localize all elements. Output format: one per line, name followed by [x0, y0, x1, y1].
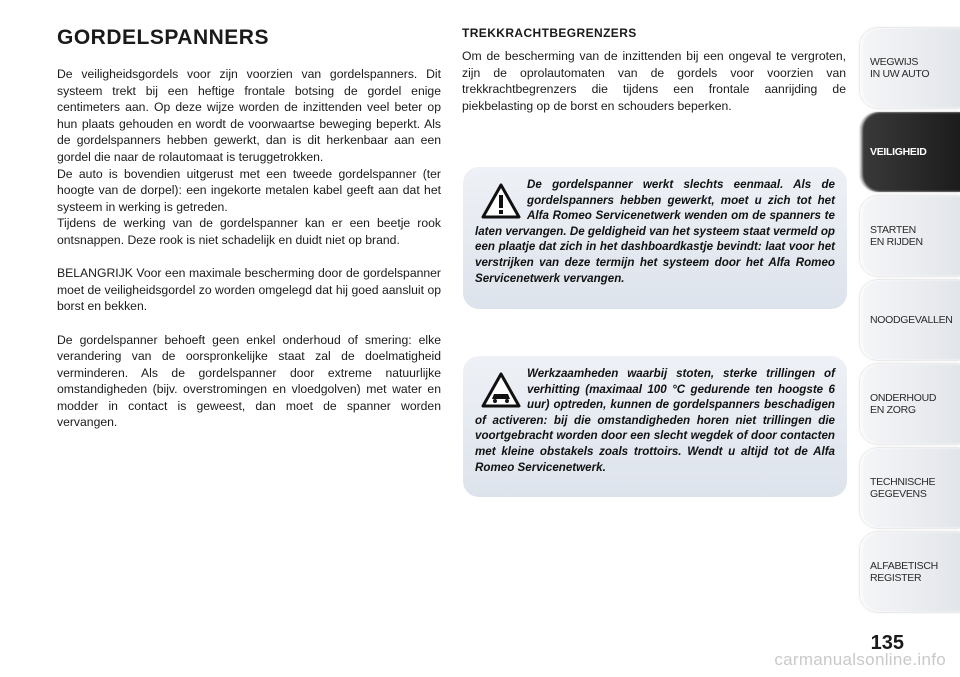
paragraph: Tijdens de werking van de gordelspanner kan er een beetje rook ontsnappen. Deze rook is niet schadelijk en duidt niet op brand.: [57, 216, 441, 247]
tab-veiligheid[interactable]: [860, 112, 960, 192]
paragraph: De auto is bovendien uitgerust met een tweede gordelspanner (ter hoogte van de dorpel): een ingekorte metalen kabel geeft aan dat het systeem in werking is getreden.: [57, 166, 441, 214]
section-heading: TREKKRACHTBEGRENZERS: [462, 26, 637, 40]
paragraph: De veiligheidsgordels voor zijn voorzien van gordelspanners. Dit systeem trekt bij een heftige frontale botsing de gordel enige centimeters aan. Op deze wijze worden de inzittenden veel beter op hun plaats gehouden en wordt de voorwaartse beweging beperkt. Als de gordelspanners hebben gewerkt, dan is dit herkenbaar aan een gordel die naar de rolautomaat is teruggetrokken.: [57, 67, 441, 164]
tab-technische[interactable]: [860, 448, 960, 528]
tab-label: ALFABETISCH REGISTER: [870, 560, 938, 584]
warning-box-2: [463, 356, 847, 497]
paragraph-important: BELANGRIJK Voor een maximale bescherming door de gordelspanner moet de veiligheidsgordel zo worden omgelegd dat hij goed aansluit op borst en bekken.: [57, 266, 441, 314]
left-column: [57, 26, 441, 431]
warning-triangle-icon: [475, 177, 527, 223]
tab-noodgevallen[interactable]: [860, 280, 960, 360]
tab-label: TECHNISCHE GEGEVENS: [870, 476, 936, 500]
page-title: GORDELSPANNERS: [57, 26, 269, 49]
tab-wegwijs[interactable]: [860, 28, 960, 108]
tab-onderhoud[interactable]: [860, 364, 960, 444]
tab-label: VEILIGHEID: [870, 146, 927, 158]
warning-text: De gordelspanner werkt slechts eenmaal. Als de gordelspanners hebben gewerkt, moet u zich tot het Alfa Romeo Servicenetwerk wenden om de spanners te laten vervangen. De geldigheid van het systeem staat vermeld op een plaatje dat zich in het dashboardkastje bevindt: laat voor het verstrijken van deze termijn het systeem door het Alfa Romeo Servicenetwerk vervangen.: [475, 178, 835, 285]
tab-label: STARTEN EN RIJDEN: [870, 224, 923, 248]
watermark: carmanualsonline.info: [774, 650, 946, 669]
paragraph: Om de bescherming van de inzittenden bij een ongeval te vergroten, zijn de oprolautomaten van de gordels voor voorzien van trekkrachtbegrenzers die tijdens een frontale aanrijding de piekbelasting op de borst en schouders beperken.: [462, 49, 846, 113]
warning-box-1: [463, 167, 847, 309]
tab-register[interactable]: [860, 532, 960, 612]
tab-starten[interactable]: [860, 196, 960, 276]
chapter-tabs: [860, 28, 960, 616]
page-number: 135: [870, 632, 904, 654]
paragraph: De gordelspanner behoeft geen enkel onderhoud of smering: elke verandering van de oorspronkelijke staat zal de doelmatigheid verminderen. Als de gordelspanner door extreme natuurlijke omstandigheden (bijv. overstromingen en vloedgolven) met water en modder in contact is geweest, dan moet de spanner worden vervangen.: [57, 332, 441, 430]
car-warning-triangle-icon: [475, 366, 527, 412]
right-column: [462, 26, 846, 114]
warning-text: Werkzaamheden waarbij stoten, sterke trillingen of verhitting (maximaal 100 °C gedurende ten hoogste 6 uur) optreden, kunnen de gordelspanners beschadigen of activeren: bij die omstandigheden horen niet trillingen die voortgebracht worden door een slecht wegdek of door contacten met kleine obstakels zoals trottoirs. Wendt u altijd tot de Alfa Romeo Servicenetwerk.: [475, 367, 835, 474]
tab-label: WEGWIJS IN UW AUTO: [870, 56, 930, 80]
tab-label: NOODGEVALLEN: [870, 314, 953, 326]
tab-label: ONDERHOUD EN ZORG: [870, 392, 937, 416]
